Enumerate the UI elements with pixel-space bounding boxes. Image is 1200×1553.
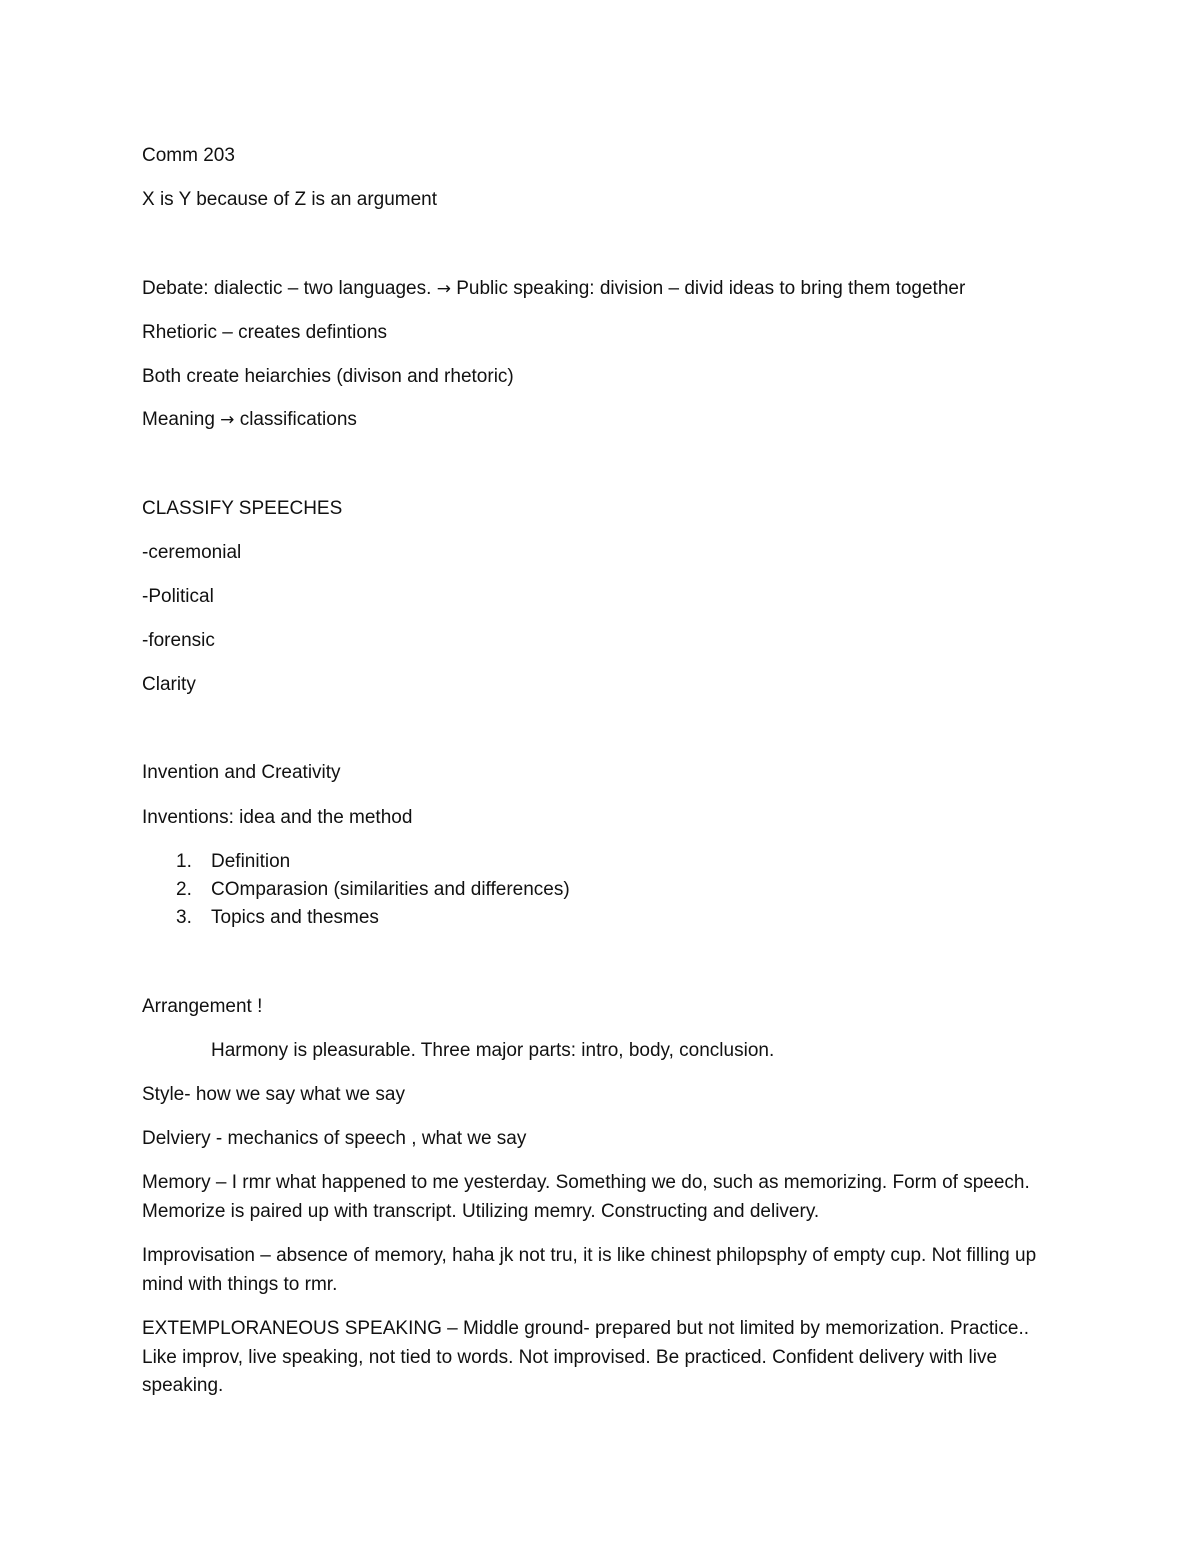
meaning-line [142,406,357,434]
arrangement-line: Arrangement ! [142,996,263,1017]
debate-text-1: Debate: dialectic – two languages. [142,278,437,299]
list-text: Definition [211,851,291,872]
meaning-text-1: Meaning [142,409,221,430]
list-text: COmparasion (similarities and differences) [211,879,570,900]
classify-item: -forensic [142,630,215,651]
list-number: 2. [176,879,192,900]
extemporaneous-paragraph: EXTEMPLORANEOUS SPEAKING – Middle ground- prepared but not limited by memorization. Practice.. Like improv, live speaking, not tied to words. Not improvised. Be practiced. Confident delivery with live speaking. [142,1318,1030,1396]
clarity-line: Clarity [142,674,196,695]
improvisation-paragraph: Improvisation – absence of memory, haha jk not tru, it is like chinest philopsphy of empty cup. Not filling up mind with things to rmr. [142,1245,1037,1295]
classify-item: -ceremonial [142,542,242,563]
delivery-line: Delviery - mechanics of speech , what we say [142,1128,527,1149]
meaning-text-2: classifications [234,409,357,430]
list-item [176,848,290,876]
harmony-line: Harmony is pleasurable. Three major parts: intro, body, conclusion. [211,1040,775,1061]
inventions-line: Inventions: idea and the method [142,807,413,828]
classify-item: -Political [142,586,214,607]
invention-heading: Invention and Creativity [142,762,341,783]
list-number: 1. [176,851,192,872]
list-number: 3. [176,907,192,928]
arrow-right-icon: → [436,279,451,299]
style-line: Style- how we say what we say [142,1084,405,1105]
list-text: Topics and thesmes [211,907,379,928]
both-line: Both create heiarchies (divison and rhetoric) [142,366,514,387]
list-item [176,904,379,932]
rhetoric-line: Rhetioric – creates defintions [142,322,388,343]
doc-title: Comm 203 [142,145,235,166]
arrow-right-icon: → [220,410,235,430]
classify-heading: CLASSIFY SPEECHES [142,498,343,519]
list-item [176,876,570,904]
argument-line: X is Y because of Z is an argument [142,189,438,210]
debate-line [142,275,965,303]
debate-text-2: Public speaking: division – divid ideas to bring them together [450,278,966,299]
memory-paragraph: Memory – I rmr what happened to me yesterday. Something we do, such as memorizing. Form of speech. Memorize is paired up with transcript. Utilizing memry. Constructing and delivery. [142,1172,1030,1222]
